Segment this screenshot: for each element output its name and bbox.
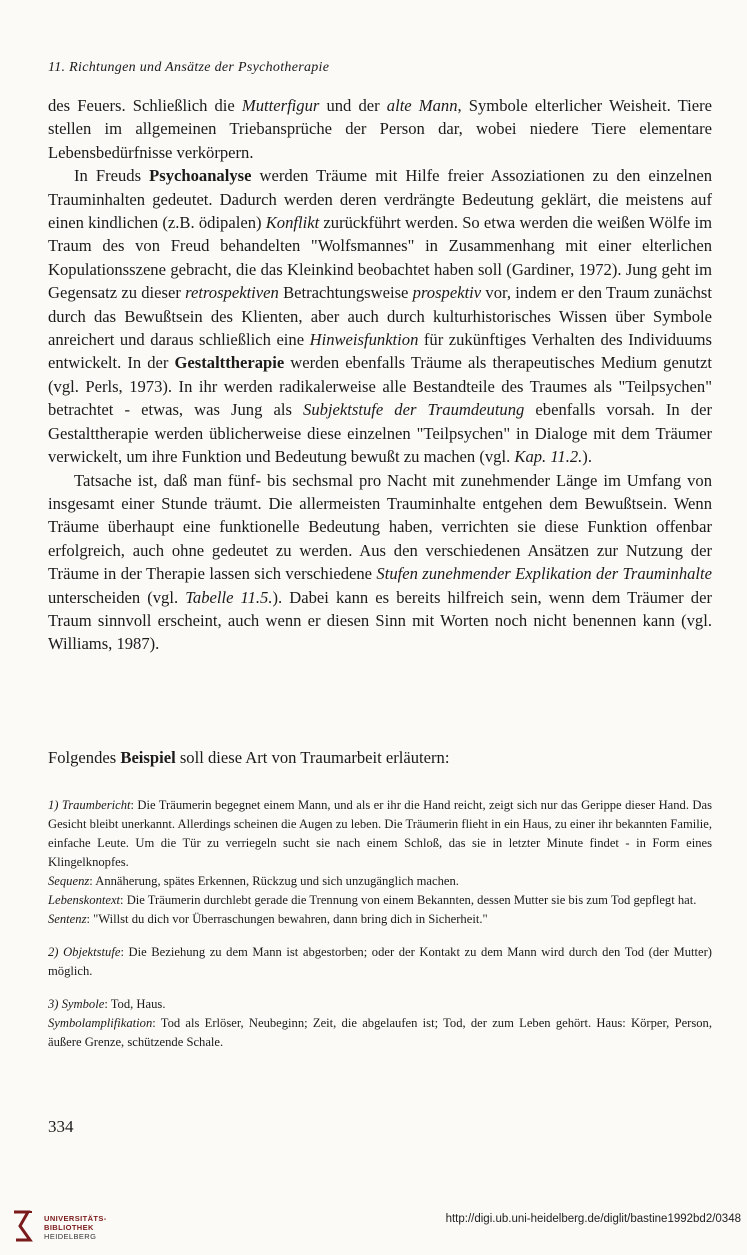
text-run: Folgendes <box>48 748 121 767</box>
text-run: ). Dabei kann es bereits hilfreich sein, wenn dem Träumer der Traum sinnvoll erscheint, auch wenn er diesen Sinn mit Worten noch nicht benennen kann (vgl. Williams, 1987). <box>48 587 712 654</box>
body-text <box>48 94 712 656</box>
paragraph-1 <box>48 94 712 164</box>
text-run: Tatsache ist, daß man fünf- bis sechsmal pro Nacht mit zunehmender Länge im Umfang von insgesamt einer Stunde träumt. Die allermeisten Trauminhalte entgehen dem Bewußtsein. Wenn Träume überhaupt eine funktionelle Bedeutung haben, verrichten sie diese Funktion offenbar erfolgreich, auch ohne gedeutet zu werden. Aus den verschiedenen Ansätzen zur Nutzung der Träume in der Therapie lassen sich verschiedene <box>48 470 712 584</box>
example-sentenz <box>48 910 712 929</box>
text-run: ). <box>582 447 592 467</box>
chapter-reference: Kap. 11.2. <box>514 447 583 467</box>
spacer <box>48 929 712 943</box>
term-stufen: Stufen zunehmender Explikation der Trauminhalte <box>376 564 712 584</box>
term-mutterfigur: Mutterfigur <box>241 96 320 115</box>
text-run: des Feuers. Schließlich die <box>48 96 242 115</box>
label: Lebenskontext <box>48 893 121 907</box>
example-objektstufe <box>48 943 712 981</box>
text-run: : Die Beziehung zu dem Mann ist abgestorben; oder der Kontakt zu dem Mann wird durch den Tod (der Mutter) möglich. <box>48 945 713 978</box>
label: Sentenz <box>48 912 87 926</box>
page-number: 334 <box>48 1117 74 1136</box>
text-run: und der <box>319 96 387 115</box>
paragraph-2 <box>48 164 712 468</box>
label: 2) Objektstufe <box>48 945 121 959</box>
spacer <box>48 981 712 995</box>
text-run: : Tod, Haus. <box>104 997 166 1011</box>
term-prospektiv: prospektiv <box>412 283 482 303</box>
paragraph-3 <box>48 469 712 656</box>
text-run: : Tod als Erlöser, Neubeginn; Zeit, die abgelaufen ist; Tod, der zum Leben gehört. Haus: Körper, Person, äußere Grenze, schützende Schale. <box>48 1016 712 1049</box>
example-lead <box>48 748 449 768</box>
label: 1) Traumbericht <box>48 798 131 812</box>
text-run: zurückführt werden. So etwa werden die weißen Wölfe im Traum des von Freud behandelten "Wolfsmannes" in Zusammenhang mit einer elterlichen Kopulationsszene gebracht, die das Kleinkind beobachtet haben soll (Gardiner, 1972). Jung geht im Gegensatz zu dieser <box>48 213 712 303</box>
term-beispiel: Beispiel <box>120 748 176 767</box>
footer-bar <box>0 1200 747 1255</box>
text-run: , Symbole elterlicher Weisheit. Tiere stellen im allgemeinen Triebansprüche der Person dar, wobei niedere Tiere elementare Lebensbedürfnisse verkörpern. <box>48 96 712 162</box>
example-symbole <box>48 995 712 1014</box>
label: 3) Symbole <box>48 997 105 1011</box>
term-retrospektiven: retrospektiven <box>185 283 279 303</box>
text-run: unterscheiden (vgl. <box>48 587 186 607</box>
example-sequenz <box>48 872 712 891</box>
library-name-line: UNIVERSITÄTS- <box>44 1214 107 1223</box>
term-konflikt: Konflikt <box>265 213 320 233</box>
table-reference: Tabelle 11.5. <box>185 587 273 607</box>
library-name-line: BIBLIOTHEK <box>44 1223 94 1232</box>
text-run: : Die Träumerin durchlebt gerade die Trennung von einem Bekannten, dessen Mutter sie bis zum Tod gepflegt hat. <box>120 893 697 907</box>
text-run: werden Träume mit Hilfe freier Assoziationen zu den einzelnen Trauminhalten gedeutet. Dadurch werden deren verdrängte Bedeutung geklärt, die meistens auf einen kindlichen (z.B. ödipalen) <box>48 166 713 233</box>
example-symbolamplifikation <box>48 1014 712 1052</box>
source-url-link[interactable]: http://digi.ub.uni-heidelberg.de/diglit/bastine1992bd2/0348 <box>445 1213 741 1225</box>
text-run: soll diese Art von Traumarbeit erläutern: <box>175 748 450 767</box>
text-run: werden ebenfalls Träume als therapeutisches Medium genutzt (vgl. Perls, 1973). In ihr werden radikalerweise alle Bestandteile des Traumes als "Teilpsychen" betrachtet - etwas, was Jung als <box>48 353 712 420</box>
label: Symbolamplifikation <box>48 1016 153 1030</box>
example-traumbericht <box>48 796 712 872</box>
term-psychoanalyse: Psychoanalyse <box>149 166 252 186</box>
label: Sequenz <box>48 874 90 888</box>
text-run: ebenfalls vorsah. In der Gestalttherapie werden üblicherweise diese einzelnen "Teilpsychen" in Dialoge mit dem Träumer verwickelt, um ihre Funktion und Bedeutung bewußt zu machen (vgl. <box>48 400 712 467</box>
text-run: Betrachtungsweise <box>278 283 413 303</box>
library-name-line: HEIDELBERG <box>44 1232 97 1241</box>
dream-example <box>48 796 712 1052</box>
running-head: 11. Richtungen und Ansätze der Psychotherapie <box>48 60 330 75</box>
term-alte-mann: alte Mann <box>386 96 458 115</box>
term-gestalttherapie: Gestalttherapie <box>174 353 285 373</box>
text-run: In Freuds <box>74 166 150 186</box>
text-run: : "Willst du dich vor Überraschungen bewahren, dann bring dich in Sicherheit." <box>86 912 488 926</box>
text-run: vor, indem er den Traum zunächst durch das Bewußtsein des Klienten, aber auch durch kulturhistorisches Wissen über Symbole anreichert und daraus schließlich eine <box>48 283 712 350</box>
text-run: : Annäherung, spätes Erkennen, Rückzug und sich unzugänglich machen. <box>89 874 459 888</box>
library-name <box>44 1214 107 1241</box>
library-logo-icon <box>8 1208 38 1244</box>
example-lebenskontext <box>48 891 712 910</box>
term-hinweisfunktion: Hinweisfunktion <box>309 330 419 350</box>
term-subjektstufe: Subjektstufe der Traumdeutung <box>303 400 525 420</box>
text-run: : Die Träumerin begegnet einem Mann, und als er ihr die Hand reicht, zeigt sich nur das Gerippe dieser Hand. Das Gesicht bleibt unerkannt. Allerdings scheinen die Augen zu leben. Die Träumerin flieht in ein Haus, zu einer ihr bekannten Familie, einfache Leute. Um die Tür zu verriegeln sucht sie nach einem Schloß, das sie in letzter Minute findet - in Form eines Klingelknopfes. <box>48 798 713 869</box>
text-run: für zukünftiges Verhalten des Individuums entwickelt. In der <box>48 330 712 373</box>
